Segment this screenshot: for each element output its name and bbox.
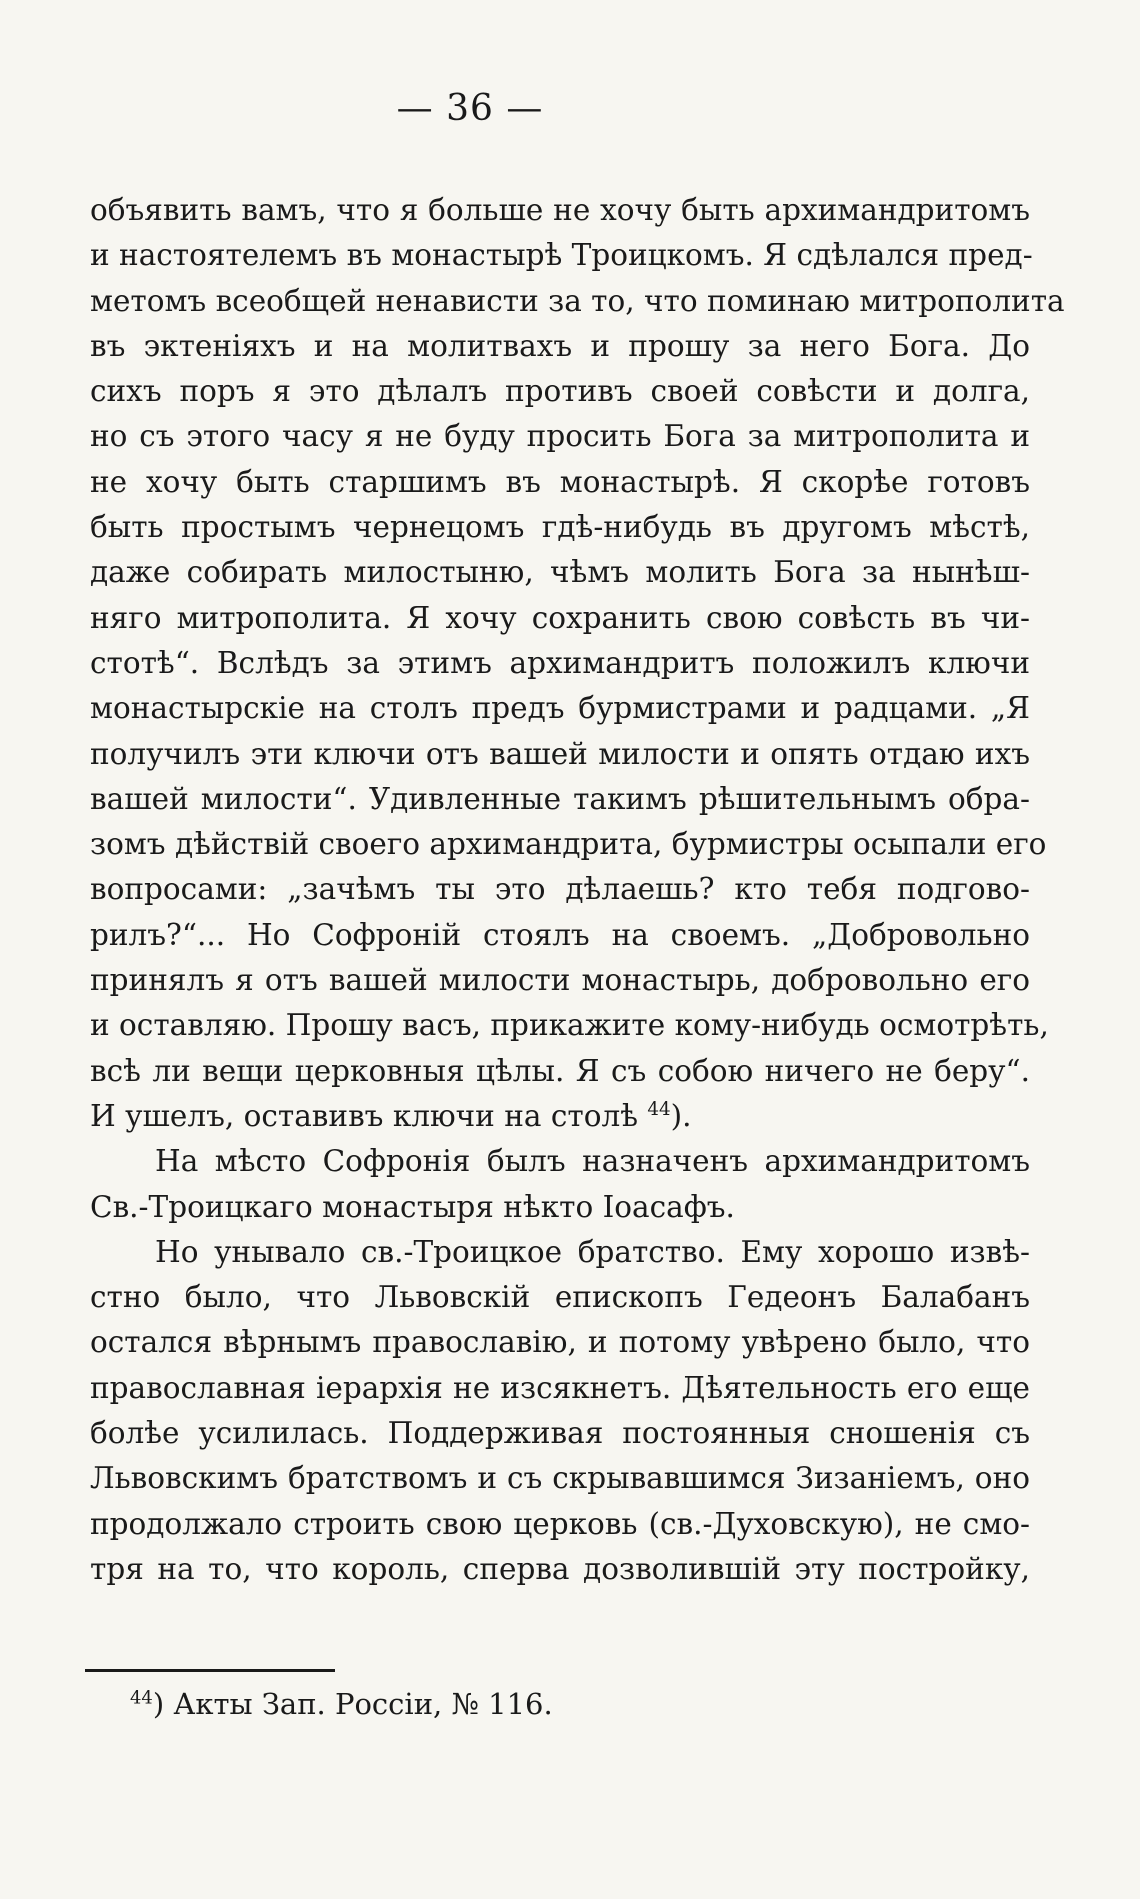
text-line: и оставляю. Прошу васъ, прикажите кому-нибудь осмотрѣть,	[90, 1008, 1049, 1043]
text-line: рилъ?“... Но Софроній стоялъ на своемъ. „Добровольно	[90, 917, 1030, 952]
text-line	[90, 1094, 1030, 1139]
text-line-content: И ушелъ, оставивъ ключи на столѣ	[90, 1098, 638, 1133]
text-line: и настоятелемъ въ монастырѣ Троицкомъ. Я сдѣлался пред-	[90, 238, 1033, 273]
text-line: православная іерархія не изсякнетъ. Дѣятельность его еще	[90, 1370, 1030, 1405]
text-line: вопросами: „зачѣмъ ты это дѣлаешь? кто тебя подгово-	[90, 872, 1030, 907]
text-line: Но унывало св.-Троицкое братство. Ему хорошо извѣ-	[155, 1234, 1030, 1269]
footnote-divider	[85, 1669, 335, 1672]
text-line: тря на то, что король, сперва дозволившій эту постройку,	[90, 1551, 1030, 1586]
text-line: вашей милости“. Удивленные такимъ рѣшительнымъ обра-	[90, 781, 1030, 816]
text-line: объявить вамъ, что я больше не хочу быть архимандритомъ	[90, 193, 1030, 227]
text-line: болѣе усилилась. Поддерживая постоянныя сношенія съ	[90, 1416, 1030, 1451]
text-line: стно было, что Львовскій епископъ Гедеонъ Балабанъ	[90, 1280, 1030, 1315]
footnote-number: 44	[130, 1687, 153, 1709]
text-line: не хочу быть старшимъ въ монастырѣ. Я скорѣе готовъ	[90, 464, 1030, 499]
text-line: На мѣсто Софронія былъ назначенъ архимандритомъ	[155, 1144, 1030, 1179]
text-line: всѣ ли вещи церковныя цѣлы. Я съ собою ничего не беру“.	[90, 1053, 1030, 1088]
text-line: сихъ поръ я это дѣлалъ противъ своей совѣсти и долга,	[90, 374, 1030, 409]
text-line: продолжало строить свою церковь (св.-Духовскую), не смо-	[90, 1506, 1030, 1541]
text-line: принялъ я отъ вашей милости монастырь, добровольно его	[90, 963, 1030, 998]
text-line: стотѣ“. Вслѣдъ за этимъ архимандритъ положилъ ключи	[90, 645, 1030, 680]
footnote-reference: 44	[647, 1099, 671, 1121]
footnote	[130, 1684, 553, 1724]
text-line: метомъ всеобщей ненависти за то, что поминаю митрополита	[90, 283, 1065, 318]
footnote-text: ) Акты Зап. Россіи, № 116.	[152, 1687, 553, 1721]
text-line-end: ).	[670, 1098, 692, 1133]
text-line: но съ этого часу я не буду просить Бога за митрополита и	[90, 419, 1030, 454]
text-line: няго митрополита. Я хочу сохранить свою совѣсть въ чи-	[90, 600, 1030, 635]
text-line: Львовскимъ братствомъ и съ скрывавшимся Зизаніемъ, оно	[90, 1461, 1030, 1496]
text-line: зомъ дѣйствій своего архимандрита, бурмистры осыпали его	[90, 827, 1047, 862]
text-line: монастырскіе на столъ предъ бурмистрами и радцами. „Я	[90, 691, 1030, 726]
text-line: быть простымъ чернецомъ гдѣ-нибудь въ другомъ мѣстѣ,	[90, 510, 1030, 545]
body-text	[90, 188, 1065, 1592]
text-line: въ эктеніяхъ и на молитвахъ и прошу за него Бога. До	[90, 328, 1030, 363]
text-line: даже собирать милостыню, чѣмъ молить Бога за нынѣш-	[90, 555, 1030, 590]
page-number: — 36 —	[396, 88, 544, 129]
text-line: остался вѣрнымъ православію, и потому увѣрено было, что	[90, 1325, 1030, 1360]
text-line: Св.-Троицкаго монастыря нѣкто Іоасафъ.	[90, 1189, 735, 1224]
text-line: получилъ эти ключи отъ вашей милости и опять отдаю ихъ	[90, 736, 1030, 771]
